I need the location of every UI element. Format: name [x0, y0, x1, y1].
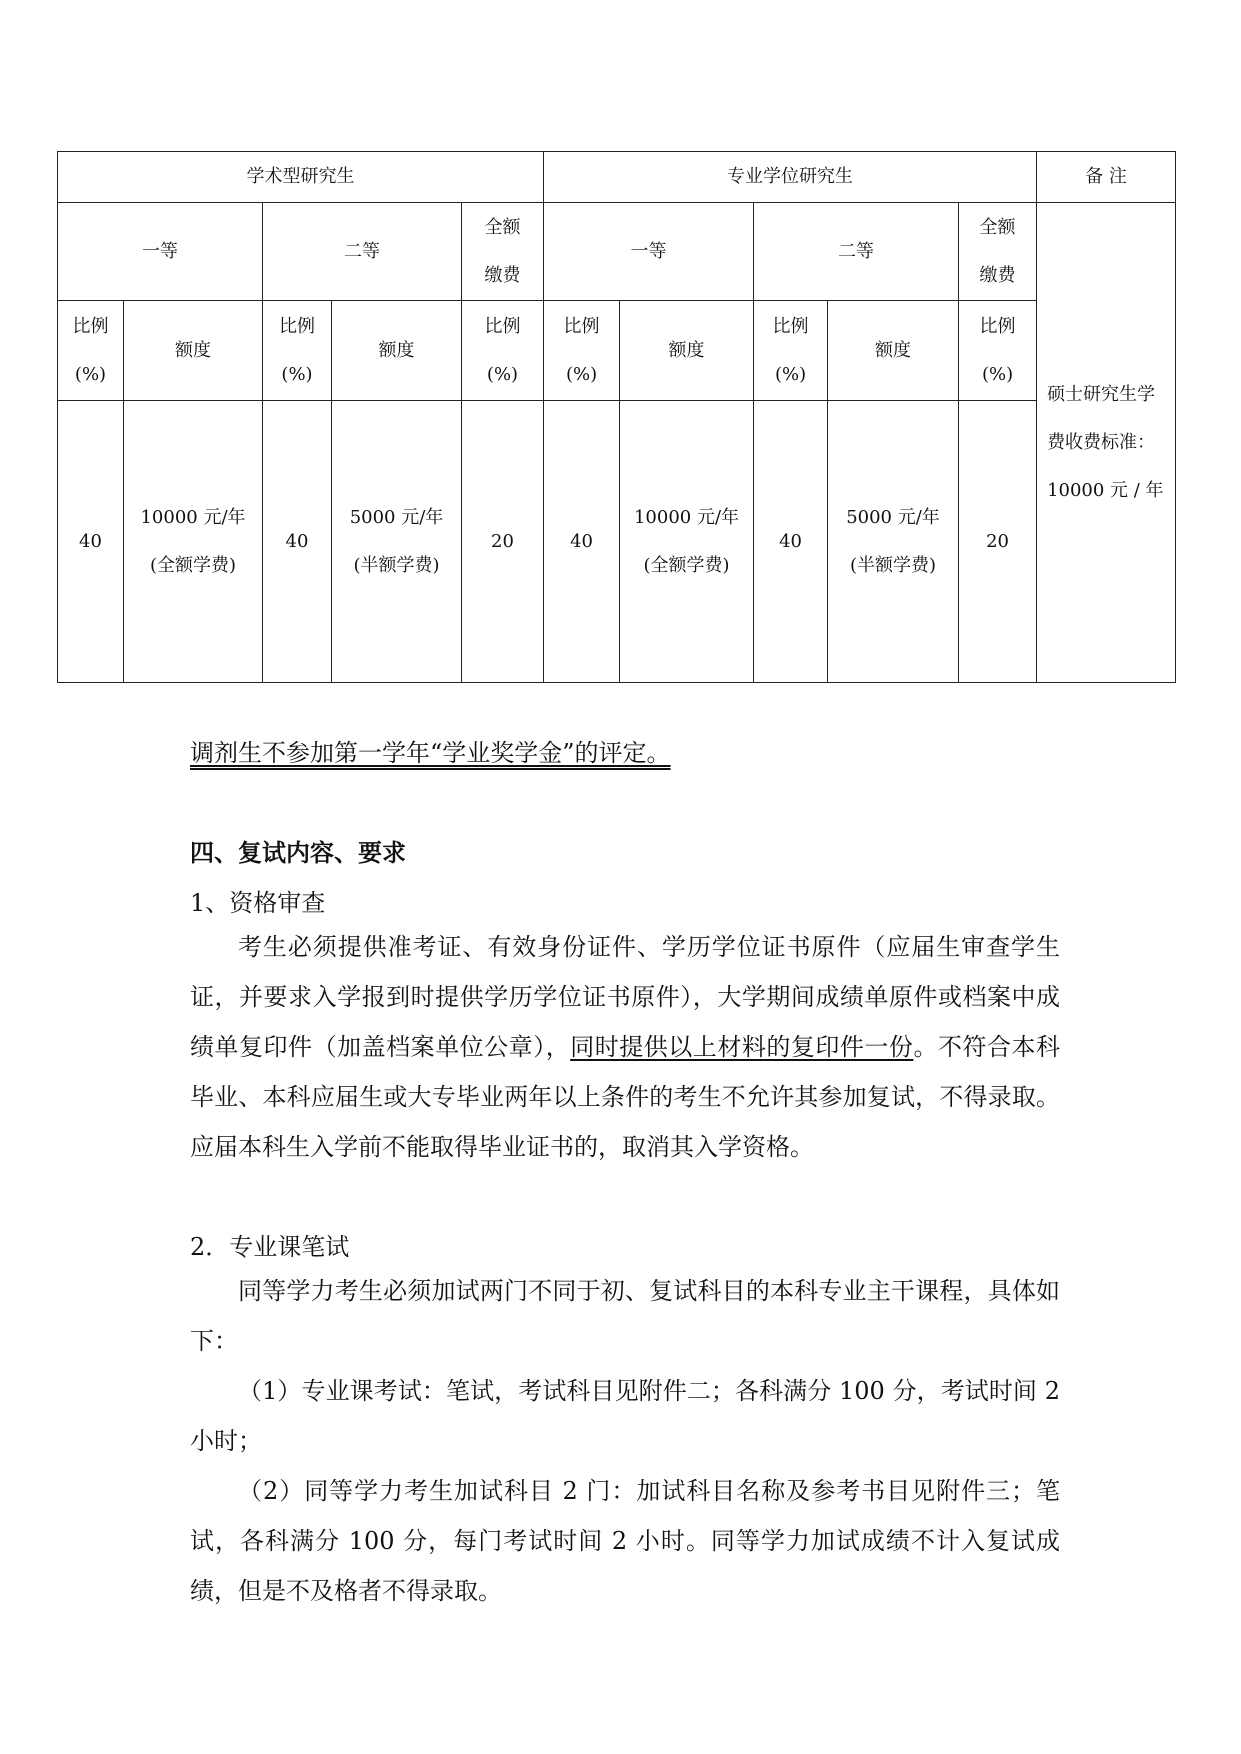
- subsection-2-title: 2．专业课笔试: [190, 1233, 350, 1261]
- subhead-amount: 额度: [124, 301, 263, 401]
- prof-second-ratio: 40: [754, 401, 828, 683]
- qualification-text-b: 。不符合本科毕业、本科应届生或大专毕业两年以上条件的考生不允许其参加复试，不得录取。应届本科生入学前不能取得毕业证书的，取消其入学资格。: [190, 1033, 1061, 1161]
- acad-full-ratio: 20: [462, 401, 544, 683]
- prof-full-ratio: 20: [959, 401, 1037, 683]
- written-exam-item-1: （1）专业课考试：笔试，考试科目见附件二；各科满分 100 分，考试时间 2 小时；: [190, 1377, 1060, 1455]
- remarks-cell: [1037, 203, 1176, 683]
- qualification-text-a: 考生必须提供准考证、有效身份证件、学历学位证书原件（应届生审查学生证，并要求入学报到时提供学历学位证书原件），大学期间成绩单原件或档案中成绩单复印件（加盖档案单位公章），: [190, 933, 1060, 1061]
- prof-second-amount: 5000 元/年 (半额学费): [828, 401, 959, 683]
- qualification-paragraph: [190, 922, 1060, 1172]
- subhead-ratio: 比例 (%): [544, 301, 620, 401]
- subhead-ratio: 比例 (%): [263, 301, 332, 401]
- full-pay-line1: 全额: [484, 216, 521, 238]
- remark-line: 费收费标准：: [1047, 431, 1156, 453]
- header-professional: 专业学位研究生: [544, 152, 1037, 203]
- subhead-ratio: 比例 (%): [462, 301, 544, 401]
- remark-line: 10000 元 / 年: [1047, 479, 1164, 501]
- prof-first-amount: 10000 元/年 (全额学费): [620, 401, 754, 683]
- qualification-copy-requirement: 同时提供以上材料的复印件一份: [570, 1033, 914, 1061]
- acad-first-ratio: 40: [58, 401, 124, 683]
- acad-second-ratio: 40: [263, 401, 332, 683]
- transfer-note: 调剂生不参加第一学年“学业奖学金”的评定。: [190, 739, 671, 767]
- level-full-academic: [462, 203, 544, 301]
- level-first-professional: 一等: [544, 203, 754, 301]
- written-exam-intro: 同等学力考生必须加试两门不同于初、复试科目的本科专业主干课程，具体如下：: [190, 1277, 1060, 1355]
- subhead-amount: 额度: [828, 301, 959, 401]
- written-exam-item-2: （2）同等学力考生加试科目 2 门：加试科目名称及参考书目见附件三；笔试，各科满分 100 分，每门考试时间 2 小时。同等学力加试成绩不计入复试成绩，但是不及格者不得录取。: [190, 1477, 1060, 1605]
- prof-first-ratio: 40: [544, 401, 620, 683]
- full-pay-line2: 缴费: [979, 264, 1016, 286]
- level-full-professional: [959, 203, 1037, 301]
- subhead-ratio: 比例 (%): [959, 301, 1037, 401]
- subhead-amount: 额度: [620, 301, 754, 401]
- scholarship-table: [57, 151, 1176, 683]
- level-second-professional: 二等: [754, 203, 959, 301]
- remark-line: 硕士研究生学: [1047, 383, 1156, 405]
- subsection-1-title: 1、资格审查: [190, 889, 326, 917]
- subhead-ratio: 比例 (%): [754, 301, 828, 401]
- level-first-academic: 一等: [58, 203, 263, 301]
- subhead-amount: 额度: [332, 301, 462, 401]
- subhead-ratio: 比例 (%): [58, 301, 124, 401]
- acad-second-amount: 5000 元/年 (半额学费): [332, 401, 462, 683]
- acad-first-amount: 10000 元/年 (全额学费): [124, 401, 263, 683]
- section-4-title: 四、复试内容、要求: [190, 839, 406, 867]
- full-pay-line2: 缴费: [484, 264, 521, 286]
- level-second-academic: 二等: [263, 203, 462, 301]
- header-remarks: 备 注: [1037, 152, 1176, 203]
- full-pay-line1: 全额: [979, 216, 1016, 238]
- header-academic: 学术型研究生: [58, 152, 544, 203]
